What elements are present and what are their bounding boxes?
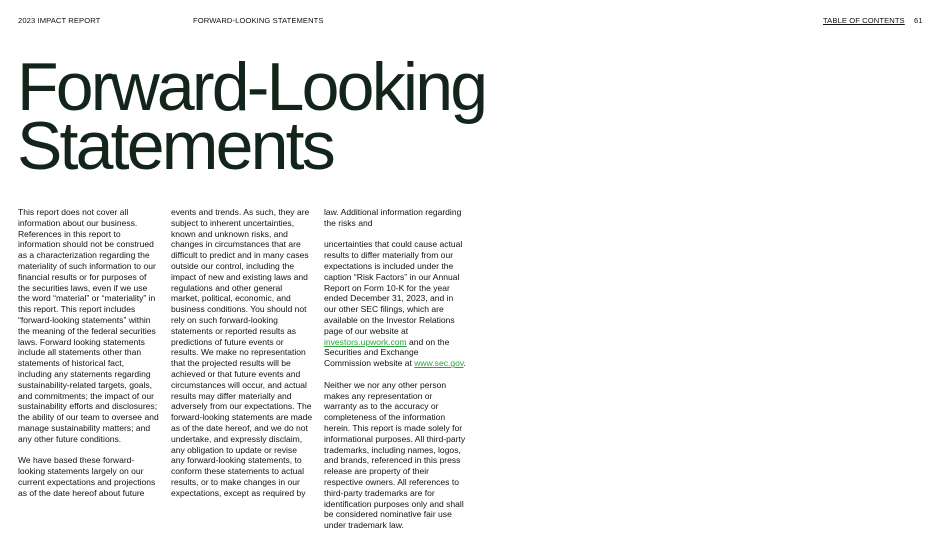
- paragraph-scope: This report does not cover all information about our business. References in this report to information should not be construed as a characterization regarding the materiality of such information to our financial results or for purposes of the securities laws, even if we use the word “material” or “materiality” in this report. This report includes “forward-looking statements” within the meaning of the federal securities laws. Forward looking statements include all statements other than statements of historical fact, including any statements regarding sustainability-related targets, goals, and commitments; the impact of our sustainability efforts and disclosures; the ability of our team to oversee and manage sustainability matters; and any other future conditions.: [18, 207, 159, 444]
- paragraph-basis: We have based these forward-looking statements largely on our current expectations and projections as of the date hereof about future: [18, 455, 156, 498]
- text-column-3: [324, 207, 466, 542]
- page-title-line-2: Statements: [17, 108, 333, 184]
- period: .: [463, 358, 466, 369]
- investors-link[interactable]: investors.upwork.com: [324, 336, 407, 347]
- page-title-line-1: Forward-Looking: [17, 49, 486, 125]
- risk-factors-text: uncertainties that could cause actual results to differ materially from our expectations is included under the caption “Risk Factors” in our Annual Report on Form 10-K for the year ended December 31, 2023, and in our other SEC filings, which are available on the Investor Relations page of our website at: [324, 239, 463, 336]
- sec-text: and on the Securities and Exchange Commission website at: [324, 336, 450, 369]
- paragraph-risk-factors: [324, 239, 466, 369]
- paragraph-basis: events and trends. As such, they are subject to inherent uncertainties, known and unknown risks, and changes in circumstances that are difficult to predict and in many cases outside our control, including the impact of new and existing laws and regulations and other general market, political, economic, and business conditions. You should not rely on such forward-looking statements or reported results as predictions of future events or results. We make no representation that the projected results will be achieved or that future events and circumstances will occur, and actual results may differ materially and adversely from our expectations. The forward-looking statements are made as of the date hereof, and we do not undertake, and expressly disclaim, any obligation to update or revise any forward-looking statements, to conform these statements to actual results, or to make changes in our expectations, except as required by: [171, 207, 313, 498]
- page-number: 61: [914, 16, 923, 25]
- sec-gov-link[interactable]: www.sec.gov: [414, 358, 464, 369]
- table-of-contents-link[interactable]: TABLE OF CONTENTS: [823, 16, 905, 25]
- paragraph-basis: law. Additional information regarding the risks and: [324, 207, 462, 228]
- paragraph-disclaimer: Neither we nor any other person makes any representation or warranty as to the accuracy or completeness of the information herein. This report is made solely for informational purposes. All third-party trademarks, including names, logos, and brands, referenced in this press release are property of their respective owners. All references to third-party trademarks are for identification purposes only and shall be considered nominative fair use under trademark law.: [324, 379, 466, 531]
- text-column-1: [18, 207, 160, 509]
- text-column-2: [171, 207, 313, 509]
- page-title: [17, 49, 486, 184]
- section-name: FORWARD-LOOKING STATEMENTS: [193, 16, 324, 25]
- report-name: 2023 IMPACT REPORT: [18, 16, 101, 25]
